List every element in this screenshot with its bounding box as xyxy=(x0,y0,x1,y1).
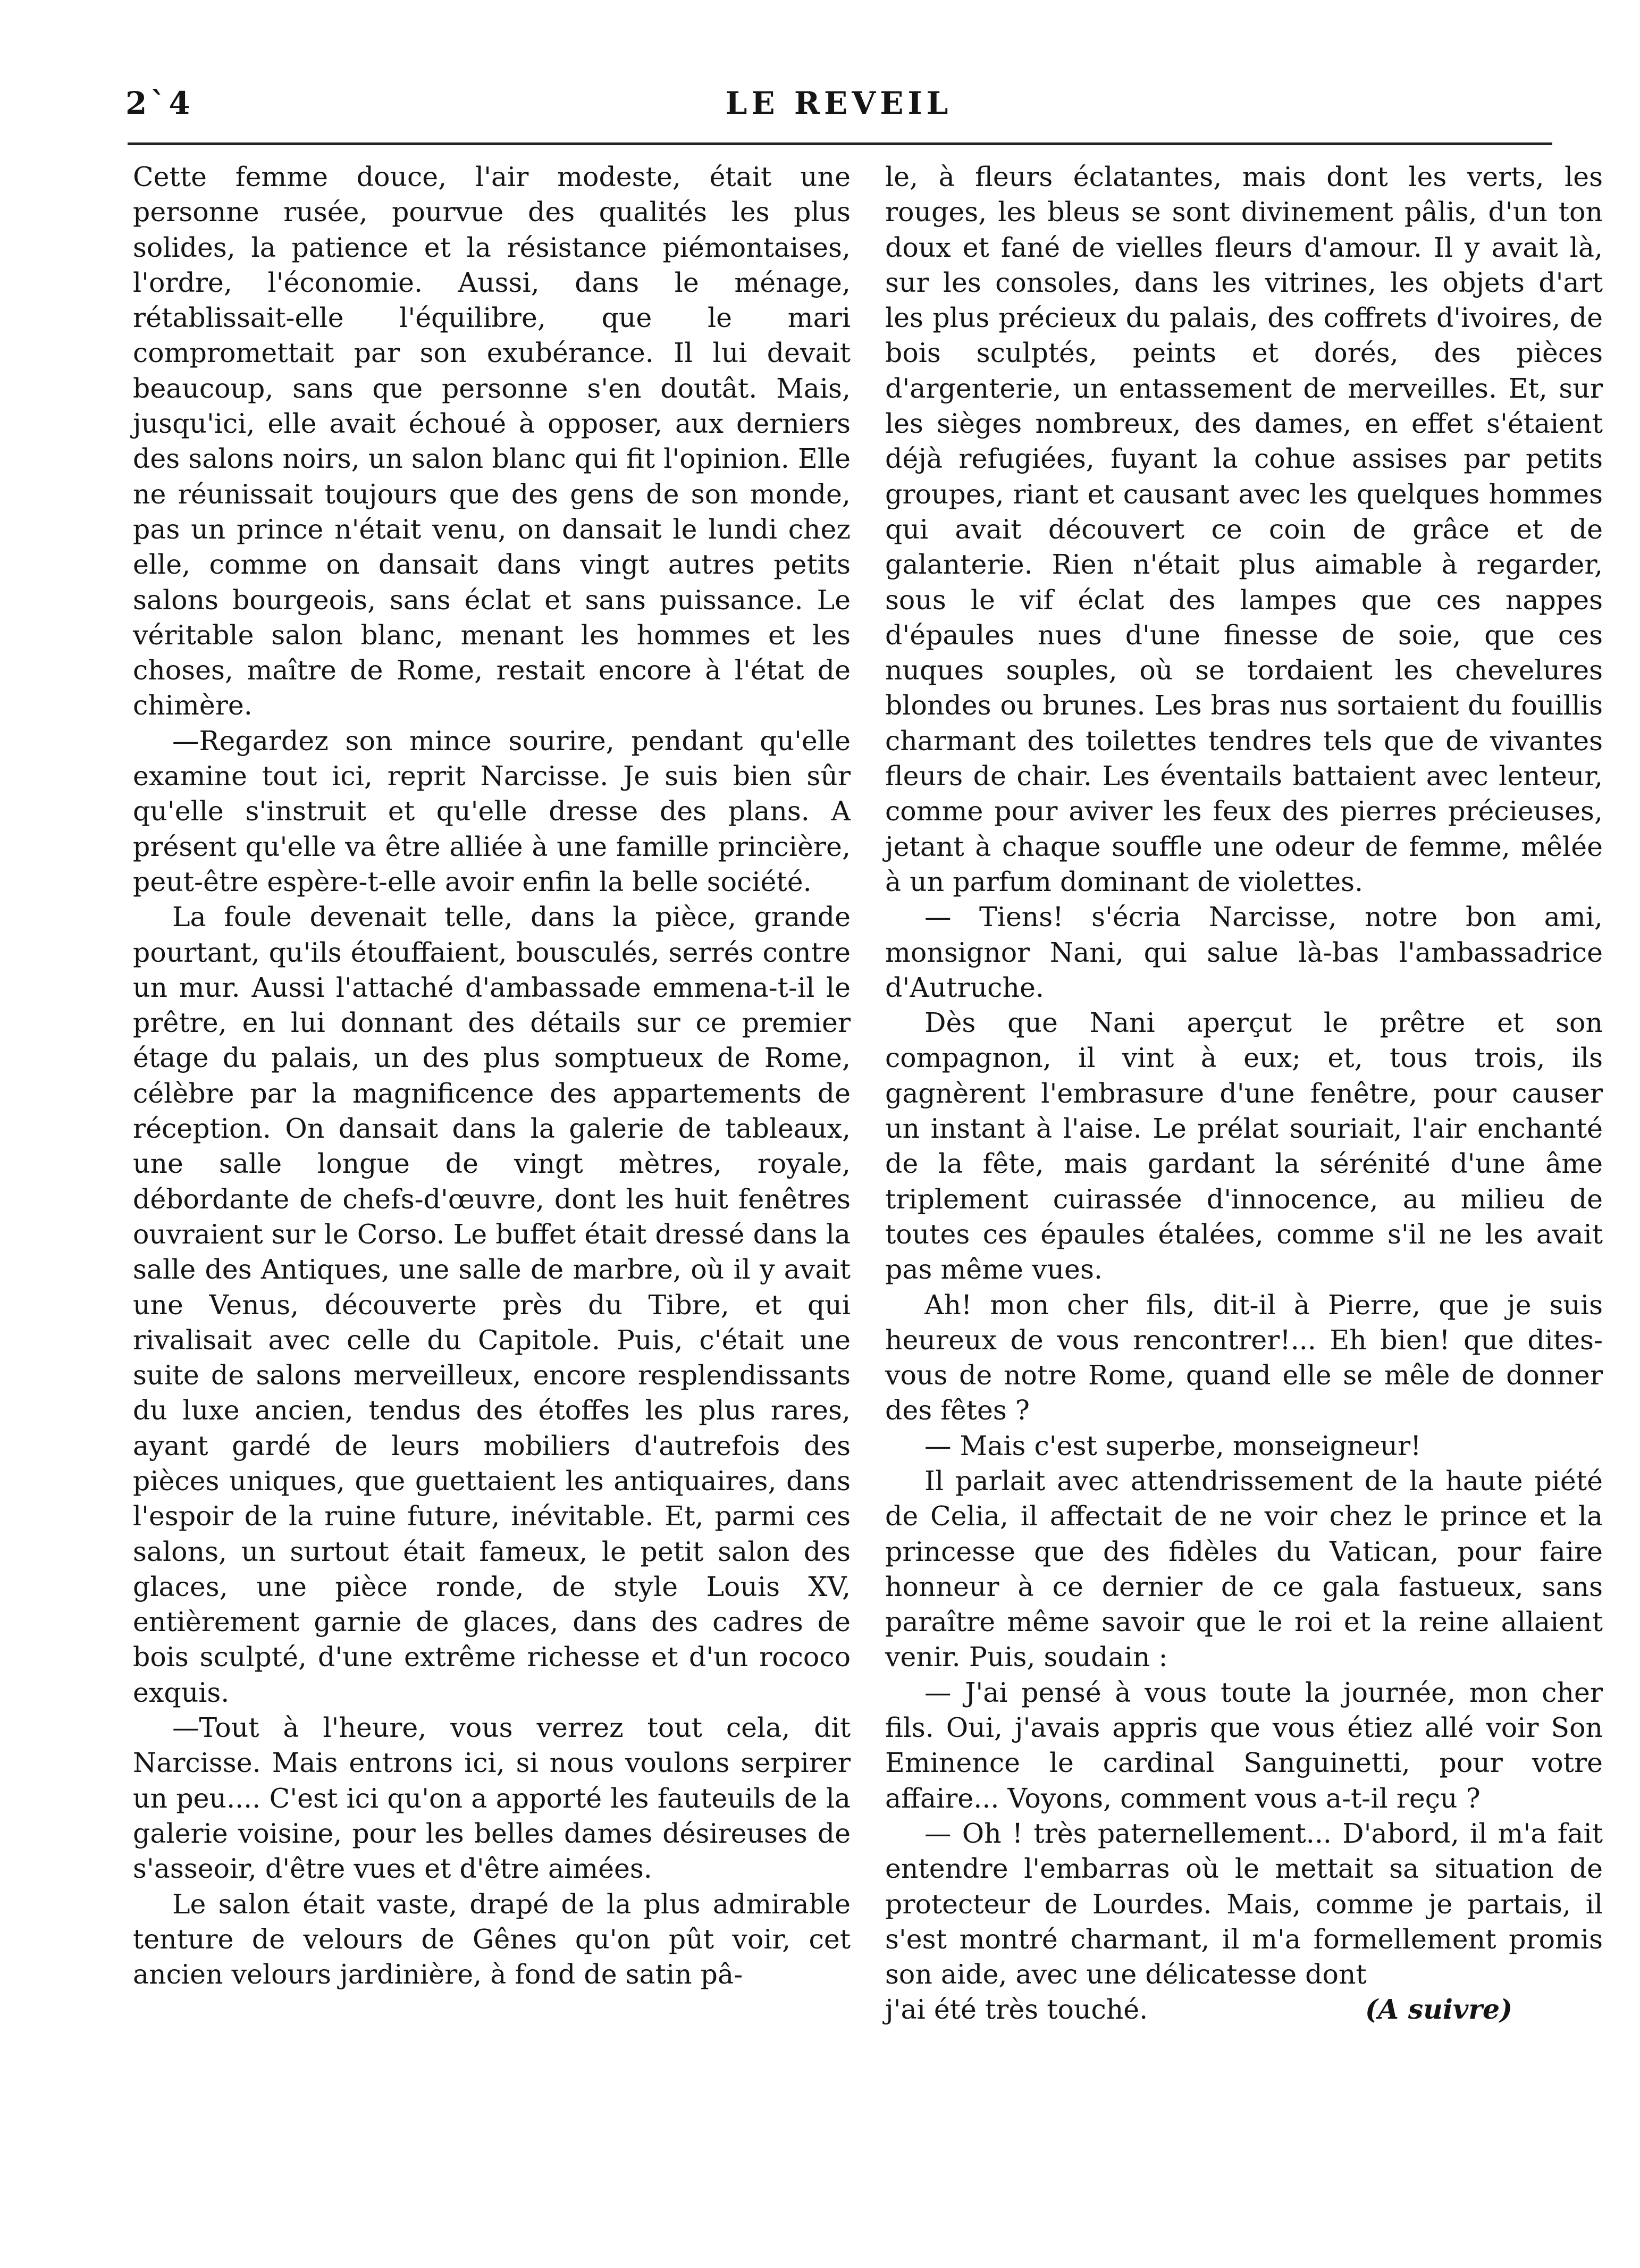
paragraph: —Regardez son mince sourire, pendant qu'elle examine tout ici, reprit Narcisse. Je suis bien sûr qu'elle s'instruit et qu'elle dresse des plans. A présent qu'elle va être alliée à une famille princière, peut-être espère-t-elle avoir enfin la belle société. xyxy=(133,725,851,897)
page-number: 2`4 xyxy=(125,85,194,121)
closing-line xyxy=(885,1992,1603,2027)
paragraph: Ah! mon cher fils, dit-il à Pierre, que je suis heureux de vous rencontrer!... Eh bien! que dites-vous de notre Rome, quand elle se mêle de donner des fêtes ? xyxy=(885,1289,1603,1426)
right-column xyxy=(885,159,1603,2028)
page-header xyxy=(125,85,1552,128)
paragraph: — Mais c'est superbe, monseigneur! xyxy=(924,1430,1422,1461)
paragraph: le, à fleurs éclatantes, mais dont les verts, les rouges, les bleus se sont divinement pâlis, d'un ton doux et fané de vielles fleurs d'amour. Il y avait là, sur les consoles, dans les vitrines, les objets d'art les plus précieux du palais, des coffrets d'ivoires, de bois sculptés, peints et dorés, des pièces d'argenterie, un entassement de merveilles. Et, sur les sièges nombreux, des dames, en effet s'étaient déjà refugiées, fuyant la cohue assises par petits groupes, riant et causant avec les quelques hommes qui avait découvert ce coin de grâce et de galanterie. Rien n'était plus aimable à regarder, sous le vif éclat des lampes que ces nappes d'épaules nues d'une finesse de soie, que ces nuques souples, où se tordaient les chevelures blondes ou brunes. Les bras nus sortaient du fouillis charmant des toilettes tendres tels que de vivantes fleurs de chair. Les éventails battaient avec lenteur, comme pour aviver les feux des pierres précieuses, jetant à chaque souffle une odeur de femme, mêlée à un parfum dominant de violettes. xyxy=(885,161,1603,897)
to-be-continued: (A suivre) xyxy=(1365,1994,1512,2026)
left-column xyxy=(133,159,851,1992)
paragraph: — Oh ! très paternellement... D'abord, il m'a fait entendre l'embarras où le mettait sa situation de protecteur de Lourdes. Mais, comme je partais, il s'est montré charmant, il m'a formellement promis son aide, avec une délicatesse dont xyxy=(885,1817,1603,1990)
paragraph: —Tout à l'heure, vous verrez tout cela, dit Narcisse. Mais entrons ici, si nous voulons serpirer un peu.... C'est ici qu'on a apporté les fauteuils de la galerie voisine, pour les belles dames désireuses de s'asseoir, d'être vues et d'être aimées. xyxy=(133,1712,851,1885)
paragraph: Dès que Nani aperçut le prêtre et son compagnon, il vint à eux; et, tous trois, ils gagnèrent l'embrasure d'une fenêtre, pour causer un instant à l'aise. Le prélat souriait, l'air enchanté de la fête, mais gardant la sérénité d'une âme triplement cuirassée d'innocence, au milieu de toutes ces épaules étalées, comme s'il ne les avait pas même vues. xyxy=(885,1007,1603,1286)
paragraph: Le salon était vaste, drapé de la plus admirable tenture de velours de Gênes qu'on pût voir, cet ancien velours jardinière, à fond de satin pâ- xyxy=(133,1888,851,1990)
paragraph: — J'ai pensé à vous toute la journée, mon cher fils. Oui, j'avais appris que vous étiez allé voir Son Eminence le cardinal Sanguinetti, pour votre affaire... Voyons, comment vous a-t-il reçu ? xyxy=(885,1676,1603,1814)
paragraph: Il parlait avec attendrissement de la haute piété de Celia, il affectait de ne voir chez le prince et la princesse que des fidèles du Vatican, pour faire honneur à ce dernier de ce gala fastueux, sans paraître même savoir que le roi et la reine allaient venir. Puis, soudain : xyxy=(885,1465,1603,1673)
journal-title: LE REVEIL xyxy=(725,85,953,121)
paragraph: Cette femme douce, l'air modeste, était une personne rusée, pourvue des qualités les plus solides, la patience et la résistance piémontaises, l'ordre, l'économie. Aussi, dans le ménage, rétablissait-elle l'équilibre, que le mari compromettait par son exubérance. Il lui devait beaucoup, sans que personne s'en doutât. Mais, jusqu'ici, elle avait échoué à opposer, aux derniers des salons noirs, un salon blanc qui fit l'opinion. Elle ne réunissait toujours que des gens de son monde, pas un prince n'était venu, on dansait le lundi chez elle, comme on dansait dans vingt autres petits salons bourgeois, sans éclat et sans puissance. Le véritable salon blanc, menant les hommes et les choses, maître de Rome, restait encore à l'état de chimère. xyxy=(133,161,851,721)
closing-text: j'ai été très touché. xyxy=(885,1994,1148,2026)
paragraph: La foule devenait telle, dans la pièce, grande pourtant, qu'ils étouffaient, bousculés, serrés contre un mur. Aussi l'attaché d'ambassade emmena-t-il le prêtre, en lui donnant des détails sur ce premier étage du palais, un des plus somptueux de Rome, célèbre par la magnificence des appartements de réception. On dansait dans la galerie de tableaux, une salle longue de vingt mètres, royale, débordante de chefs-d'œuvre, dont les huit fenêtres ouvraient sur le Corso. Le buffet était dressé dans la salle des Antiques, une salle de marbre, où il y avait une Venus, découverte près du Tibre, et qui rivalisait avec celle du Capitole. Puis, c'était une suite de salons merveilleux, encore resplendissants du luxe ancien, tendus des étoffes les plus rares, ayant gardé de leurs mobiliers d'autrefois des pièces uniques, que guettaient les antiquaires, dans l'espoir de la ruine future, inévitable. Et, parmi ces salons, un surtout était fameux, le petit salon des glaces, une pièce ronde, de style Louis XV, entièrement garnie de glaces, dans des cadres de bois sculpté, d'une extrême richesse et d'un rococo exquis. xyxy=(133,901,851,1708)
header-rule xyxy=(128,142,1552,145)
paragraph: — Tiens! s'écria Narcisse, notre bon ami, monsignor Nani, qui salue là-bas l'ambassadrice d'Autruche. xyxy=(885,901,1603,1003)
